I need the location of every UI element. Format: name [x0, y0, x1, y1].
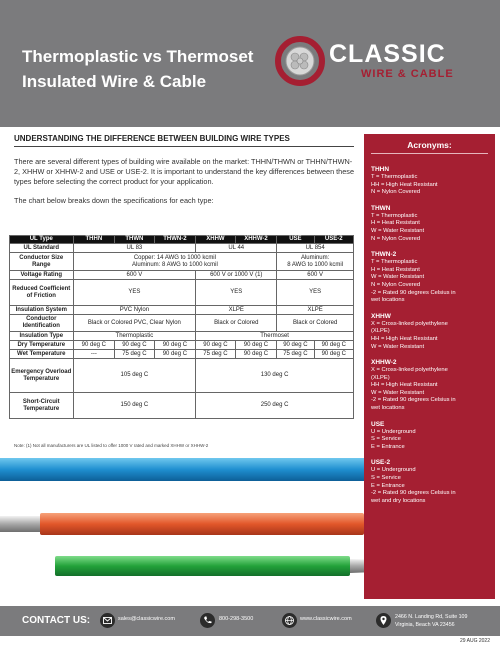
acronym-definition: N = Nylon Covered: [371, 235, 421, 242]
logo-wire-icon: [275, 36, 325, 86]
acronym-code: THWN-2: [371, 251, 397, 259]
header-cell: THWN-2: [154, 236, 196, 244]
row-label: Wet Temperature: [10, 350, 74, 359]
table-cell: Black or Colored PVC, Clear Nylon: [73, 315, 196, 332]
contact-label: CONTACT US:: [22, 615, 91, 626]
table-cell: UL 83: [73, 244, 196, 253]
header-cell: THHN: [73, 236, 115, 244]
row-label: Insulation Type: [10, 332, 74, 341]
row-label: UL Standard: [10, 244, 74, 253]
address-line-1: 2466 N. Landing Rd, Suite 109: [395, 614, 468, 620]
table-cell: 105 deg C: [73, 359, 196, 393]
acronym-definition: E = Entrance: [371, 443, 405, 450]
row-label: Short-Circuit Temperature: [10, 393, 74, 419]
acronym-code: XHHW-2: [371, 359, 397, 367]
acronym-definition: HH = High Heat Resistant: [371, 181, 438, 188]
row-label: Voltage Rating: [10, 271, 74, 280]
table-cell: 75 deg C: [196, 350, 235, 359]
table-cell: 90 deg C: [115, 341, 154, 350]
table-cell: 90 deg C: [154, 341, 196, 350]
row-label: Insulation System: [10, 306, 74, 315]
header-cell: XHHW-2: [235, 236, 277, 244]
table-row: [10, 350, 354, 359]
cell-line: Copper: 14 AWG to 1000 kcmil: [133, 254, 216, 261]
acronym-definition: W = Water Resistant: [371, 274, 425, 281]
row-label: Emergency Overload Temperature: [10, 359, 74, 393]
table-cell: 600 V: [73, 271, 196, 280]
acronym-definition: HH = High Heat Resistant: [371, 335, 438, 342]
row-label: Conductor Size Range: [10, 253, 74, 271]
footer-band: [0, 606, 500, 636]
table-cell: 90 deg C: [235, 341, 277, 350]
acronym-definition: U = Underground: [371, 428, 416, 435]
table-cell: YES: [196, 280, 277, 306]
spec-table: [9, 235, 354, 419]
acronym-code: XHHW: [371, 312, 391, 320]
table-cell: ---: [73, 350, 115, 359]
acronym-group: [371, 359, 488, 413]
main-content: [14, 134, 360, 205]
cell-line: 8 AWG to 1000 kcmil: [287, 261, 344, 268]
acronym-definition: N = Nylon Covered: [371, 281, 421, 288]
website-link[interactable]: www.classicwire.com: [300, 616, 352, 622]
header-cell: USE: [277, 236, 314, 244]
email-link[interactable]: sales@classicwire.com: [118, 616, 175, 622]
table-cell: 90 deg C: [277, 341, 314, 350]
acronym-code: USE: [371, 420, 385, 428]
row-label: Dry Temperature: [10, 341, 74, 350]
acronym-definition: W = Water Resistant: [371, 343, 425, 350]
acronym-group: [371, 166, 488, 197]
acronym-definition: U = Underground: [371, 467, 416, 474]
acronym-definition: E = Entrance: [371, 482, 405, 489]
acronym-definition: (XLPE): [371, 328, 390, 335]
acronym-definition: -2 = Rated 90 degrees Celsius in: [371, 289, 456, 296]
phone-link[interactable]: 800-298-3500: [219, 616, 254, 622]
header-band: [0, 0, 500, 127]
table-row: [10, 306, 354, 315]
table-row: [10, 253, 354, 271]
acronym-group: [371, 251, 488, 305]
logo-name: CLASSIC: [329, 40, 446, 68]
orange-wire: [40, 513, 364, 535]
table-cell: Thermoplastic: [73, 332, 196, 341]
acronym-definition: T = Thermoplastic: [371, 259, 418, 266]
header-cell: XHHW: [196, 236, 235, 244]
header-cell: UL Type: [10, 236, 74, 244]
table-cell: 600 V: [277, 271, 354, 280]
acronym-definition: -2 = Rated 90 degrees Celsius in: [371, 397, 456, 404]
table-cell: [73, 253, 277, 271]
table-cell: 250 deg C: [196, 393, 354, 419]
section-heading: UNDERSTANDING THE DIFFERENCE BETWEEN BUILDING WIRE TYPES: [14, 134, 354, 147]
table-cell: 150 deg C: [73, 393, 196, 419]
intro-paragraph: There are several different types of building wire available on the market: THHN/THWN or THHN/THWN-2, XHHW or XHHW-2 and USE or USE-2. It is important to understand the key differences between these types before selecting the correct product for your application.: [14, 157, 355, 186]
revision-date: 29 AUG 2022: [459, 638, 490, 644]
logo-subtitle: WIRE & CABLE: [361, 68, 454, 80]
table-cell: 90 deg C: [235, 350, 277, 359]
table-cell: 90 deg C: [196, 341, 235, 350]
orange-wire-strands: [0, 516, 40, 532]
table-cell: Thermoset: [196, 332, 354, 341]
table-cell: XLPE: [277, 306, 354, 315]
acronym-definition: H = Heat Resistant: [371, 220, 420, 227]
table-cell: 130 deg C: [196, 359, 354, 393]
sidebar-title: Acronyms:: [371, 140, 488, 154]
acronym-definition: -2 = Rated 90 degrees Celsius in: [371, 490, 456, 497]
acronym-definition: wet locations: [371, 405, 405, 412]
row-label: Reduced Coefficient of Friction: [10, 280, 74, 306]
title-line-2: Insulated Wire & Cable: [22, 72, 207, 91]
acronym-definition: S = Service: [371, 475, 401, 482]
chart-intro: The chart below breaks down the specifications for each type:: [14, 196, 214, 205]
row-label: Conductor Identification: [10, 315, 74, 332]
acronym-definition: wet and dry locations: [371, 497, 426, 504]
globe-icon: [282, 613, 297, 628]
table-cell: XLPE: [196, 306, 277, 315]
acronym-code: THHN: [371, 166, 390, 173]
document-title: [22, 44, 253, 94]
acronym-definition: T = Thermoplastic: [371, 212, 418, 219]
table-cell: [277, 253, 354, 271]
table-row: [10, 393, 354, 419]
acronym-definition: (XLPE): [371, 374, 390, 381]
cell-line: Aluminum: 8 AWG to 1000 kcmil: [132, 261, 218, 268]
acronym-definition: W = Water Resistant: [371, 389, 425, 396]
table-cell: 90 deg C: [154, 350, 196, 359]
acronym-definition: N = Nylon Covered: [371, 189, 421, 196]
table-footnote: Note: (1) Not all manufacturers are UL listed to offer 1000 V rated and marked XHHW or XHHW-2: [14, 443, 209, 448]
table-cell: 90 deg C: [314, 350, 353, 359]
classic-logo: [275, 36, 485, 86]
acronym-definition: T = Thermoplastic: [371, 174, 418, 180]
table-cell: 75 deg C: [115, 350, 154, 359]
table-cell: YES: [277, 280, 354, 306]
acronym-definition: H = Heat Resistant: [371, 266, 420, 273]
green-wire: [55, 556, 350, 576]
table-row: [10, 332, 354, 341]
table-cell: UL 44: [196, 244, 277, 253]
acronym-group: [371, 421, 488, 452]
address-line-2: Virginia, Beach VA 23456: [395, 622, 455, 628]
cell-line: Aluminum:: [300, 254, 330, 261]
header-cell: THWN: [115, 236, 154, 244]
table-row: [10, 341, 354, 350]
header-cell: USE-2: [314, 236, 353, 244]
table-cell: 600 V or 1000 V (1): [196, 271, 277, 280]
table-row: [10, 359, 354, 393]
acronym-code: THWN: [371, 204, 391, 212]
acronym-definition: HH = High Heat Resistant: [371, 382, 438, 389]
acronyms-sidebar: [364, 134, 495, 599]
acronym-definition: S = Service: [371, 436, 401, 443]
acronym-group: [371, 313, 488, 351]
acronym-group: [371, 459, 488, 505]
location-pin-icon: [376, 613, 391, 628]
table-cell: UL 854: [277, 244, 354, 253]
phone-icon: [200, 613, 215, 628]
table-cell: YES: [73, 280, 196, 306]
table-row: [10, 280, 354, 306]
email-icon: [100, 613, 115, 628]
acronym-group: [371, 205, 488, 243]
acronym-definition: X = Cross-linked polyethylene: [371, 320, 448, 327]
table-cell: Black or Colored: [277, 315, 354, 332]
acronym-definition: X = Cross-linked polyethylene: [371, 367, 448, 374]
table-row: [10, 244, 354, 253]
acronym-definition: W = Water Resistant: [371, 227, 425, 234]
table-row: [10, 271, 354, 280]
table-cell: Black or Colored: [196, 315, 277, 332]
blue-wire: [0, 458, 365, 481]
title-line-1: Thermoplastic vs Thermoset: [22, 47, 254, 66]
acronym-definition: wet locations: [371, 297, 405, 304]
acronym-code: USE-2: [371, 459, 391, 467]
acronym-list: [371, 166, 488, 505]
table-cell: 90 deg C: [73, 341, 115, 350]
table-cell: PVC Nylon: [73, 306, 196, 315]
table-header-row: [10, 236, 354, 244]
address: [395, 613, 467, 629]
table-cell: 75 deg C: [277, 350, 314, 359]
table-row: [10, 315, 354, 332]
table-cell: 90 deg C: [314, 341, 353, 350]
